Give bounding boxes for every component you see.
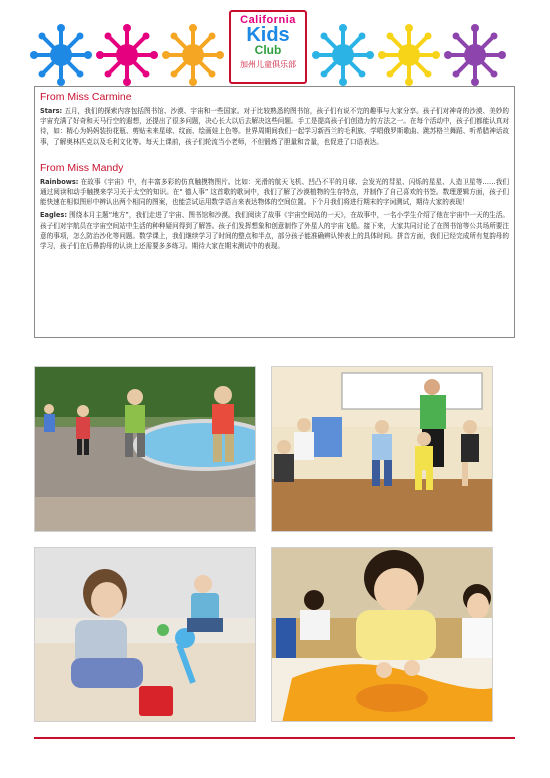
paragraph-rainbows: [40, 177, 509, 208]
paragraph-stars-text: 五月，我们的探索内容包括图书馆、沙漠、宇宙和一些国家。对于比较熟悉的图书馆，孩子们有说不完的趣事与大家分享。孩子们对神奇的沙漠、美妙的宇宙充满了好奇和天马行空的遐想，还提出了很多问题，决心长大以后去解决这些问题。手工是提高孩子们创造力的方法之一。在每个活动中，孩子们都能认真对待，如：精心为妈妈装扮花瓶、剪贴未来星球、纹面、绘画娃上色等。世界周期间我们一起学习新西兰的毛利族、学唱俄罗斯歌曲、跳苏格兰舞蹈、听希腊神话故事，了解奥林匹克以及毛利文化等。每天上课前，孩子们轮流当小老师，不但锻炼了胆量和音量，也促进了口语表达。: [40, 107, 509, 146]
purple-paint-splash-icon: [444, 24, 506, 86]
paragraph-eagles: [40, 210, 509, 251]
class-label-rainbows: Rainbows:: [40, 177, 79, 186]
paragraph-rainbows-text: 在故事《宇宙》中，有丰富多彩的仿真触摸物图片。比如：光滑的航天飞机、凹凸不平的月球、会发光的彗星、闪烁的星星、人造卫星等……我们通过阅读和动手触摸来学习关于太空的知识。在“ 德人事” 这首歌的歌词中，我们了解了沙漠植物的生存特点，并制作了自己喜欢的书签。数理逻辑方面，孩子们能快速在相似图形中辨认出两个相同的图案，也能尝试运用数学语言来表达物体的空间位置。下个月我们将进行期末的字词测试，期待大家的表现！: [40, 177, 509, 207]
logo-line1: California: [240, 14, 296, 26]
photo-sand-play: [34, 547, 256, 722]
class-label-stars: Stars:: [40, 107, 63, 115]
yellow-paint-splash-icon: [378, 24, 440, 86]
pink-paint-splash-icon: [96, 24, 158, 86]
logo-line4: 加州儿童俱乐部: [240, 60, 296, 69]
logo-line2: Kids: [246, 24, 290, 46]
paragraph-eagles-text: 围绕本月主题“地方”，我们走进了宇宙、图书馆和沙漠。我们阅读了故事《宇宙空间站的一天》，在故事中，一名小学生介绍了他在宇宙中一天的生活。孩子们对宇航员在宇宙空间站中生活的种种疑问得到了解答。孩子们发挥想象和创意制作了外星人的宇宙飞船。接下来，大家共同讨论了在图书馆等公共场所要注意的事项，怎么防治沙化等问题。数学课上，我们继续学习了时间的整点和半点，部分孩子能准确辨认钟表上的具体时间。拼音方面，我们已经完成所有复韵母的学习，孩子们在后鼻韵母的认读上还需要多多练习。期待大家在期末测试中的表现。: [40, 211, 509, 251]
logo-line3: Club: [254, 43, 282, 57]
blue-paint-splash-icon: [30, 24, 92, 86]
paragraph-stars: [40, 106, 509, 147]
photo-classroom-dancing: [271, 366, 493, 532]
section-heading-mandy: From Miss Mandy: [40, 161, 124, 174]
footer-divider: [34, 737, 515, 739]
newsletter-text-box: [34, 86, 515, 338]
photo-kids-playing-outdoors: [34, 366, 256, 532]
orange-paint-splash-icon: [162, 24, 224, 86]
cyan-paint-splash-icon: [312, 24, 374, 86]
section-heading-carmine: From Miss Carmine: [40, 91, 132, 103]
class-label-eagles: Eagles:: [40, 211, 67, 220]
kids-club-logo: [229, 10, 307, 84]
photo-painting-craft: [271, 547, 493, 722]
